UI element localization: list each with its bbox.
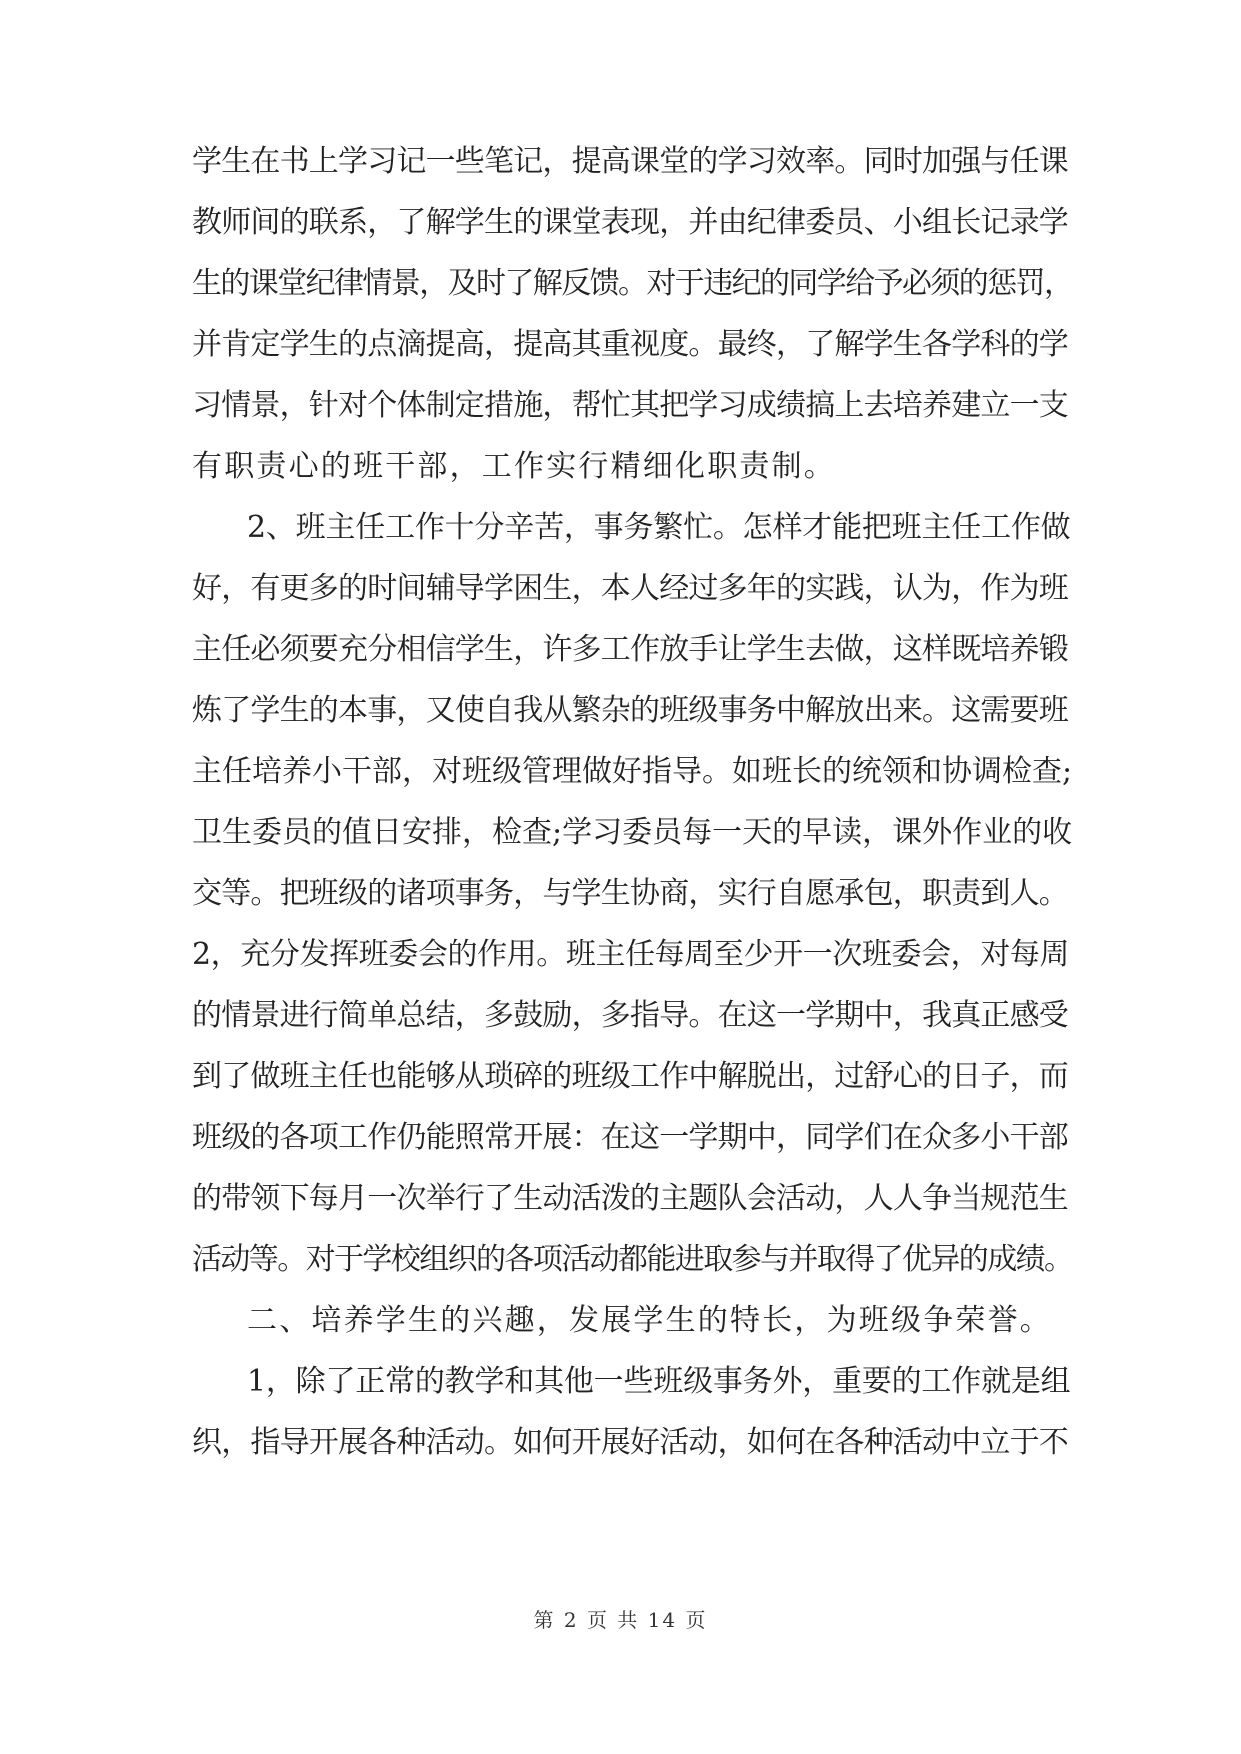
text-line: 的情景进行简单总结，多鼓励，多指导。在这一学期中，我真正感受 bbox=[192, 998, 1068, 1033]
text-line: 活动等。对于学校组织的各项活动都能进取参与并取得了优异的成绩。 bbox=[192, 1242, 1073, 1277]
paragraph-start-line: 1，除了正常的教学和其他一些班级事务外，重要的工作就是组 bbox=[247, 1364, 1071, 1399]
text-line: 教师间的联系，了解学生的课堂表现，并由纪律委员、小组长记录学 bbox=[192, 205, 1068, 240]
text-line: 主任培养小干部，对班级管理做好指导。如班长的统领和协调检查; bbox=[192, 754, 1073, 789]
text-line: 交等。把班级的诸项事务，与学生协商，实行自愿承包，职责到人。 bbox=[192, 876, 1068, 911]
section-heading: 二、培养学生的兴趣，发展学生的特长，为班级争荣誉。 bbox=[247, 1303, 1052, 1338]
text-line: 班级的各项工作仍能照常开展：在这一学期中，同学们在众多小干部 bbox=[192, 1120, 1068, 1155]
text-line: 到了做班主任也能够从琐碎的班级工作中解脱出，过舒心的日子，而 bbox=[192, 1059, 1068, 1094]
text-line: 炼了学生的本事，又使自我从繁杂的班级事务中解放出来。这需要班 bbox=[192, 693, 1068, 728]
text-line: 有职责心的班干部，工作实行精细化职责制。 bbox=[192, 449, 836, 484]
page-footer: 第 2 页 共 14 页 bbox=[533, 1608, 708, 1632]
text-line: 的带领下每月一次举行了生动活泼的主题队会活动，人人争当规范生 bbox=[192, 1181, 1068, 1216]
text-line: 2，充分发挥班委会的作用。班主任每周至少开一次班委会，对每周 bbox=[192, 937, 1070, 972]
text-line: 习情景，针对个体制定措施，帮忙其把学习成绩搞上去培养建立一支 bbox=[192, 388, 1068, 423]
text-line: 生的课堂纪律情景，及时了解反馈。对于违纪的同学给予必须的惩罚， bbox=[192, 266, 1073, 301]
text-line: 主任必须要充分相信学生，许多工作放手让学生去做，这样既培养锻 bbox=[192, 632, 1068, 667]
text-line: 好，有更多的时间辅导学困生，本人经过多年的实践，认为，作为班 bbox=[192, 571, 1068, 606]
text-line: 卫生委员的值日安排，检查;学习委员每一天的早读，课外作业的收 bbox=[192, 815, 1073, 850]
text-line: 并肯定学生的点滴提高，提高其重视度。最终，了解学生各学科的学 bbox=[192, 327, 1068, 362]
text-line: 织，指导开展各种活动。如何开展好活动，如何在各种活动中立于不 bbox=[192, 1425, 1068, 1460]
text-line: 学生在书上学习记一些笔记，提高课堂的学习效率。同时加强与任课 bbox=[192, 144, 1068, 179]
paragraph-start-line: 2、班主任工作十分辛苦，事务繁忙。怎样才能把班主任工作做 bbox=[247, 510, 1071, 545]
